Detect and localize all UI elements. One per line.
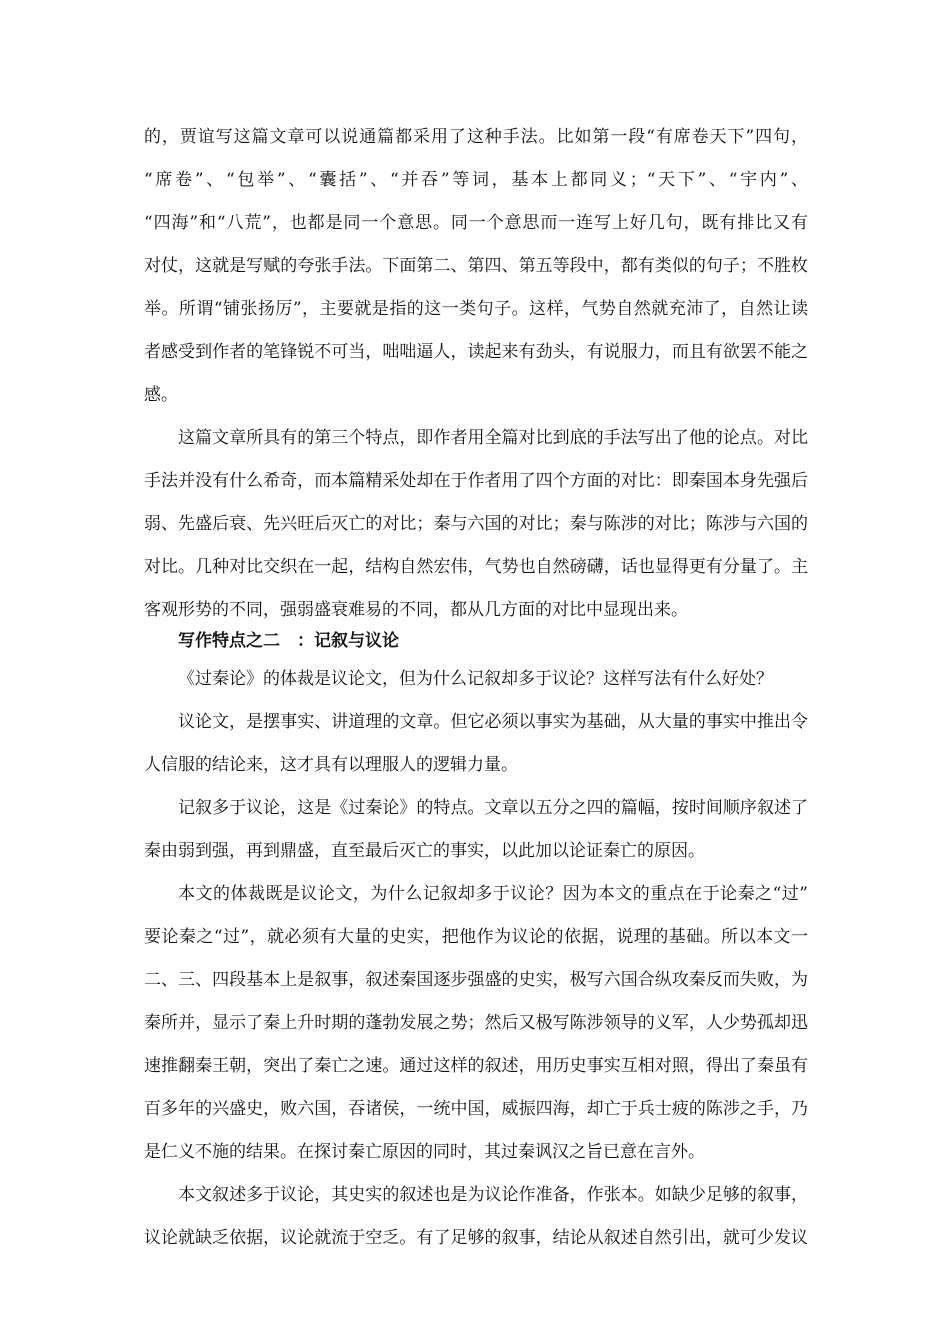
paragraph-line: 是仁义不施的结果。在探讨秦亡原因的同时，其过秦讽汉之旨已意在言外。 xyxy=(144,1142,705,1162)
paragraph-line: 这篇文章所具有的第三个特点，即作者用全篇对比到底的手法写出了他的论点。对比 xyxy=(178,428,808,448)
paragraph-line: 的，贾谊写这篇文章可以说通篇都采用了这种手法。比如第一段“有席卷天下”四句， xyxy=(144,127,808,147)
paragraph-line: 速推翻秦王朝，突出了秦亡之速。通过这样的叙述，用历史事实互相对照，得出了秦虽有 xyxy=(144,1056,808,1076)
paragraph-line: 者感受到作者的笔锋锐不可当，咄咄逼人，读起来有劲头，有说服力，而且有欲罢不能之 xyxy=(144,342,808,362)
paragraph-line: 对比。几种对比交织在一起，结构自然宏伟，气势也自然磅礴，话也显得更有分量了。主 xyxy=(144,557,808,577)
paragraph-line: 《过秦论》的体裁是议论文，但为什么记叙却多于议论？这样写法有什么好处？ xyxy=(178,669,773,689)
paragraph-line: 人信服的结论来，这才具有以理服人的逻辑力量。 xyxy=(144,755,518,775)
paragraph-line: 客观形势的不同，强弱盛衰难易的不同，都从几方面的对比中显现出来。 xyxy=(144,600,688,620)
paragraph-line: 议论文，是摆事实、讲道理的文章。但它必须以事实为基础，从大量的事实中推出令 xyxy=(178,712,808,732)
paragraph-line: 百多年的兴盛史，败六国，吞诸侯，一统中国，威振四海，却亡于兵士疲的陈涉之手，乃 xyxy=(144,1099,808,1119)
paragraph-line: 记叙多于议论，这是《过秦论》的特点。文章以五分之四的篇幅，按时间顺序叙述了 xyxy=(178,798,808,818)
section-heading: 写作特点之二 ：记叙与议论 xyxy=(178,631,399,651)
paragraph-line: 议论就缺乏依据，议论就流于空乏。有了足够的叙事，结论从叙述自然引出，就可少发议 xyxy=(144,1228,808,1248)
paragraph-line: 对仗，这就是写赋的夸张手法。下面第二、第四、第五等段中，都有类似的句子；不胜枚 xyxy=(144,256,808,276)
paragraph-line: 弱、先盛后衰、先兴旺后灭亡的对比；秦与六国的对比；秦与陈涉的对比；陈涉与六国的 xyxy=(144,514,808,534)
paragraph-line: 二、三、四段基本上是叙事，叙述秦国逐步强盛的史实，极写六国合纵攻秦反而失败，为 xyxy=(144,970,808,990)
paragraph-line: “四海”和“八荒”，也都是同一个意思。同一个意思而一连写上好几句，既有排比又有 xyxy=(144,213,808,233)
paragraph-line: 举。所谓“铺张扬厉”，主要就是指的这一类句子。这样，气势自然就充沛了，自然让读 xyxy=(144,299,808,319)
paragraph-line: 要论秦之“过”，就必须有大量的史实，把他作为议论的依据，说理的基础。所以本文一 xyxy=(144,927,808,947)
paragraph-line: 秦由弱到强，再到鼎盛，直至最后灭亡的事实，以此加以论证秦亡的原因。 xyxy=(144,841,705,861)
paragraph-line: 本文叙述多于议论，其史实的叙述也是为议论作准备，作张本。如缺少足够的叙事， xyxy=(178,1185,808,1205)
paragraph-line: 秦所并，显示了秦上升时期的蓬勃发展之势；然后又极写陈涉领导的义军，人少势孤却迅 xyxy=(144,1013,808,1033)
paragraph-line: 本文的体裁既是议论文，为什么记叙却多于议论？因为本文的重点在于论秦之“过” xyxy=(178,884,808,904)
paragraph-line: 手法并没有什么希奇，而本篇精采处却在于作者用了四个方面的对比：即秦国本身先强后 xyxy=(144,471,808,491)
paragraph-line: “席卷”、“包举”、“囊括”、“并吞”等词，基本上都同义；“天下”、“宇内”、 xyxy=(144,170,808,190)
paragraph-line: 感。 xyxy=(144,385,178,405)
